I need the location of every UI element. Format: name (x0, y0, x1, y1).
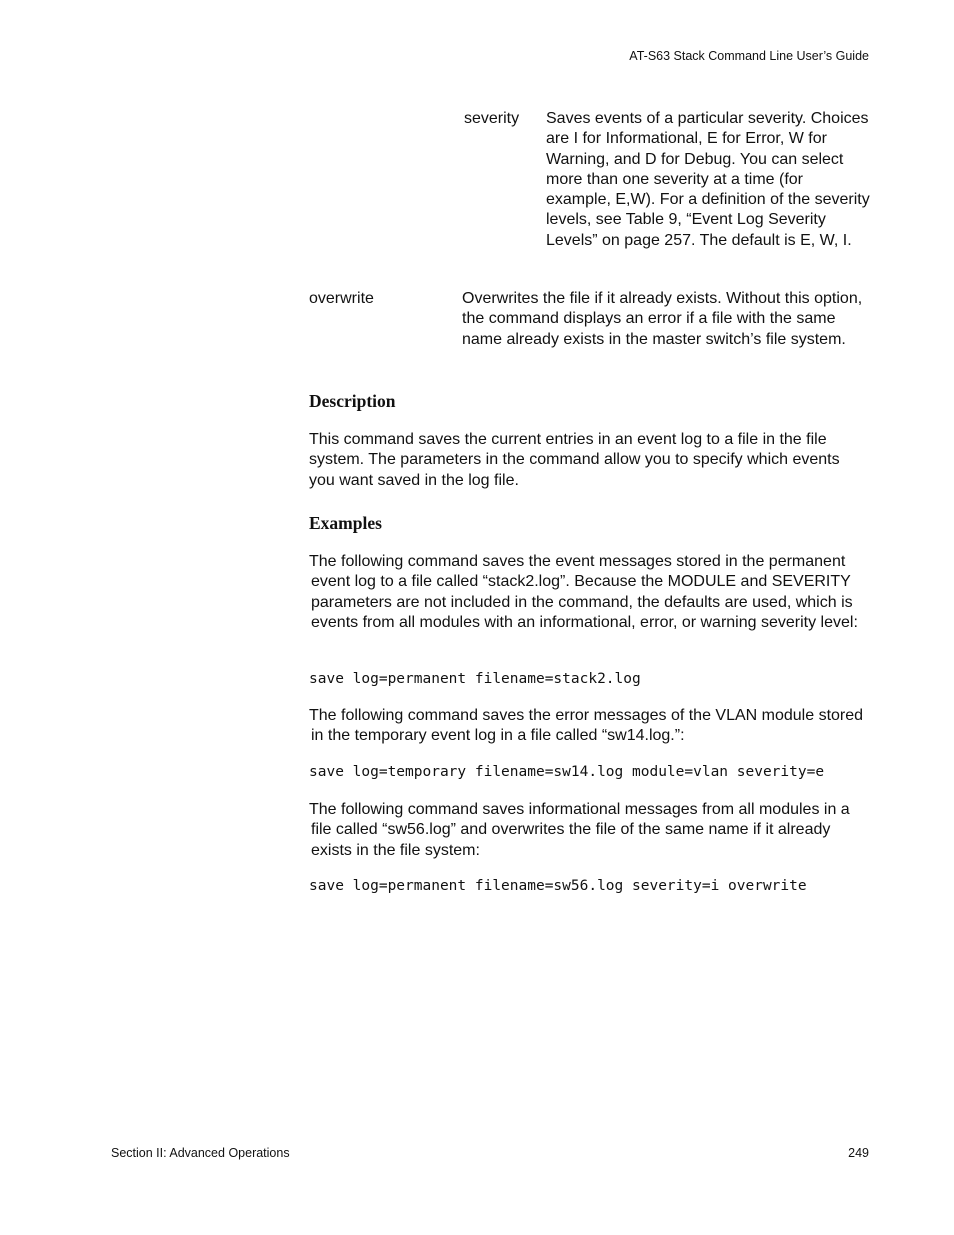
example-2-text: The following command saves the error messages of the VLAN module stored in the temporary event log in a file called “sw14.log.”: (309, 707, 864, 745)
param-name-severity: severity (464, 110, 520, 127)
example-1-text: The following command saves the event messages stored in the permanent event log to a file called “stack2.log”. Because the MODULE and SEVERITY parameters are not included in the command, the defaults are used, which is events from all modules with an informational, error, or warning severity level: (309, 553, 858, 631)
description-text: This command saves the current entries in an event log to a file in the file system. The parameters in the command allow you to specify which events you want saved in the log file. (309, 431, 840, 489)
param-description-overwrite: Overwrites the file if it already exists. Without this option, the command displays an error if a file with the same name already exists in the master switch’s file system. (462, 290, 863, 348)
examples-heading: Examples (309, 513, 382, 533)
running-header: AT-S63 Stack Command Line User’s Guide (629, 49, 869, 63)
footer-section: Section II: Advanced Operations (111, 1146, 290, 1160)
description-heading: Description (309, 391, 396, 411)
example-3-text: The following command saves informational messages from all modules in a file called “sw56.log” and overwrites the file of the same name if it already exists in the file system: (309, 801, 850, 859)
example-2-code: save log=temporary filename=sw14.log module=vlan severity=e (309, 764, 825, 780)
example-3-code: save log=permanent filename=sw56.log severity=i overwrite (309, 878, 807, 894)
example-1-code: save log=permanent filename=stack2.log (309, 671, 641, 687)
footer-page-number: 249 (848, 1146, 869, 1160)
param-description-severity: Saves events of a particular severity. Choices are I for Informational, E for Error, W for Warning, and D for Debug. You can select more than one severity at a time (for example, E,W). For a definition of the severity levels, see Table 9, “Event Log Severity Levels” on page 257. The default is E, W, I. (546, 110, 870, 249)
param-name-overwrite: overwrite (309, 290, 374, 307)
